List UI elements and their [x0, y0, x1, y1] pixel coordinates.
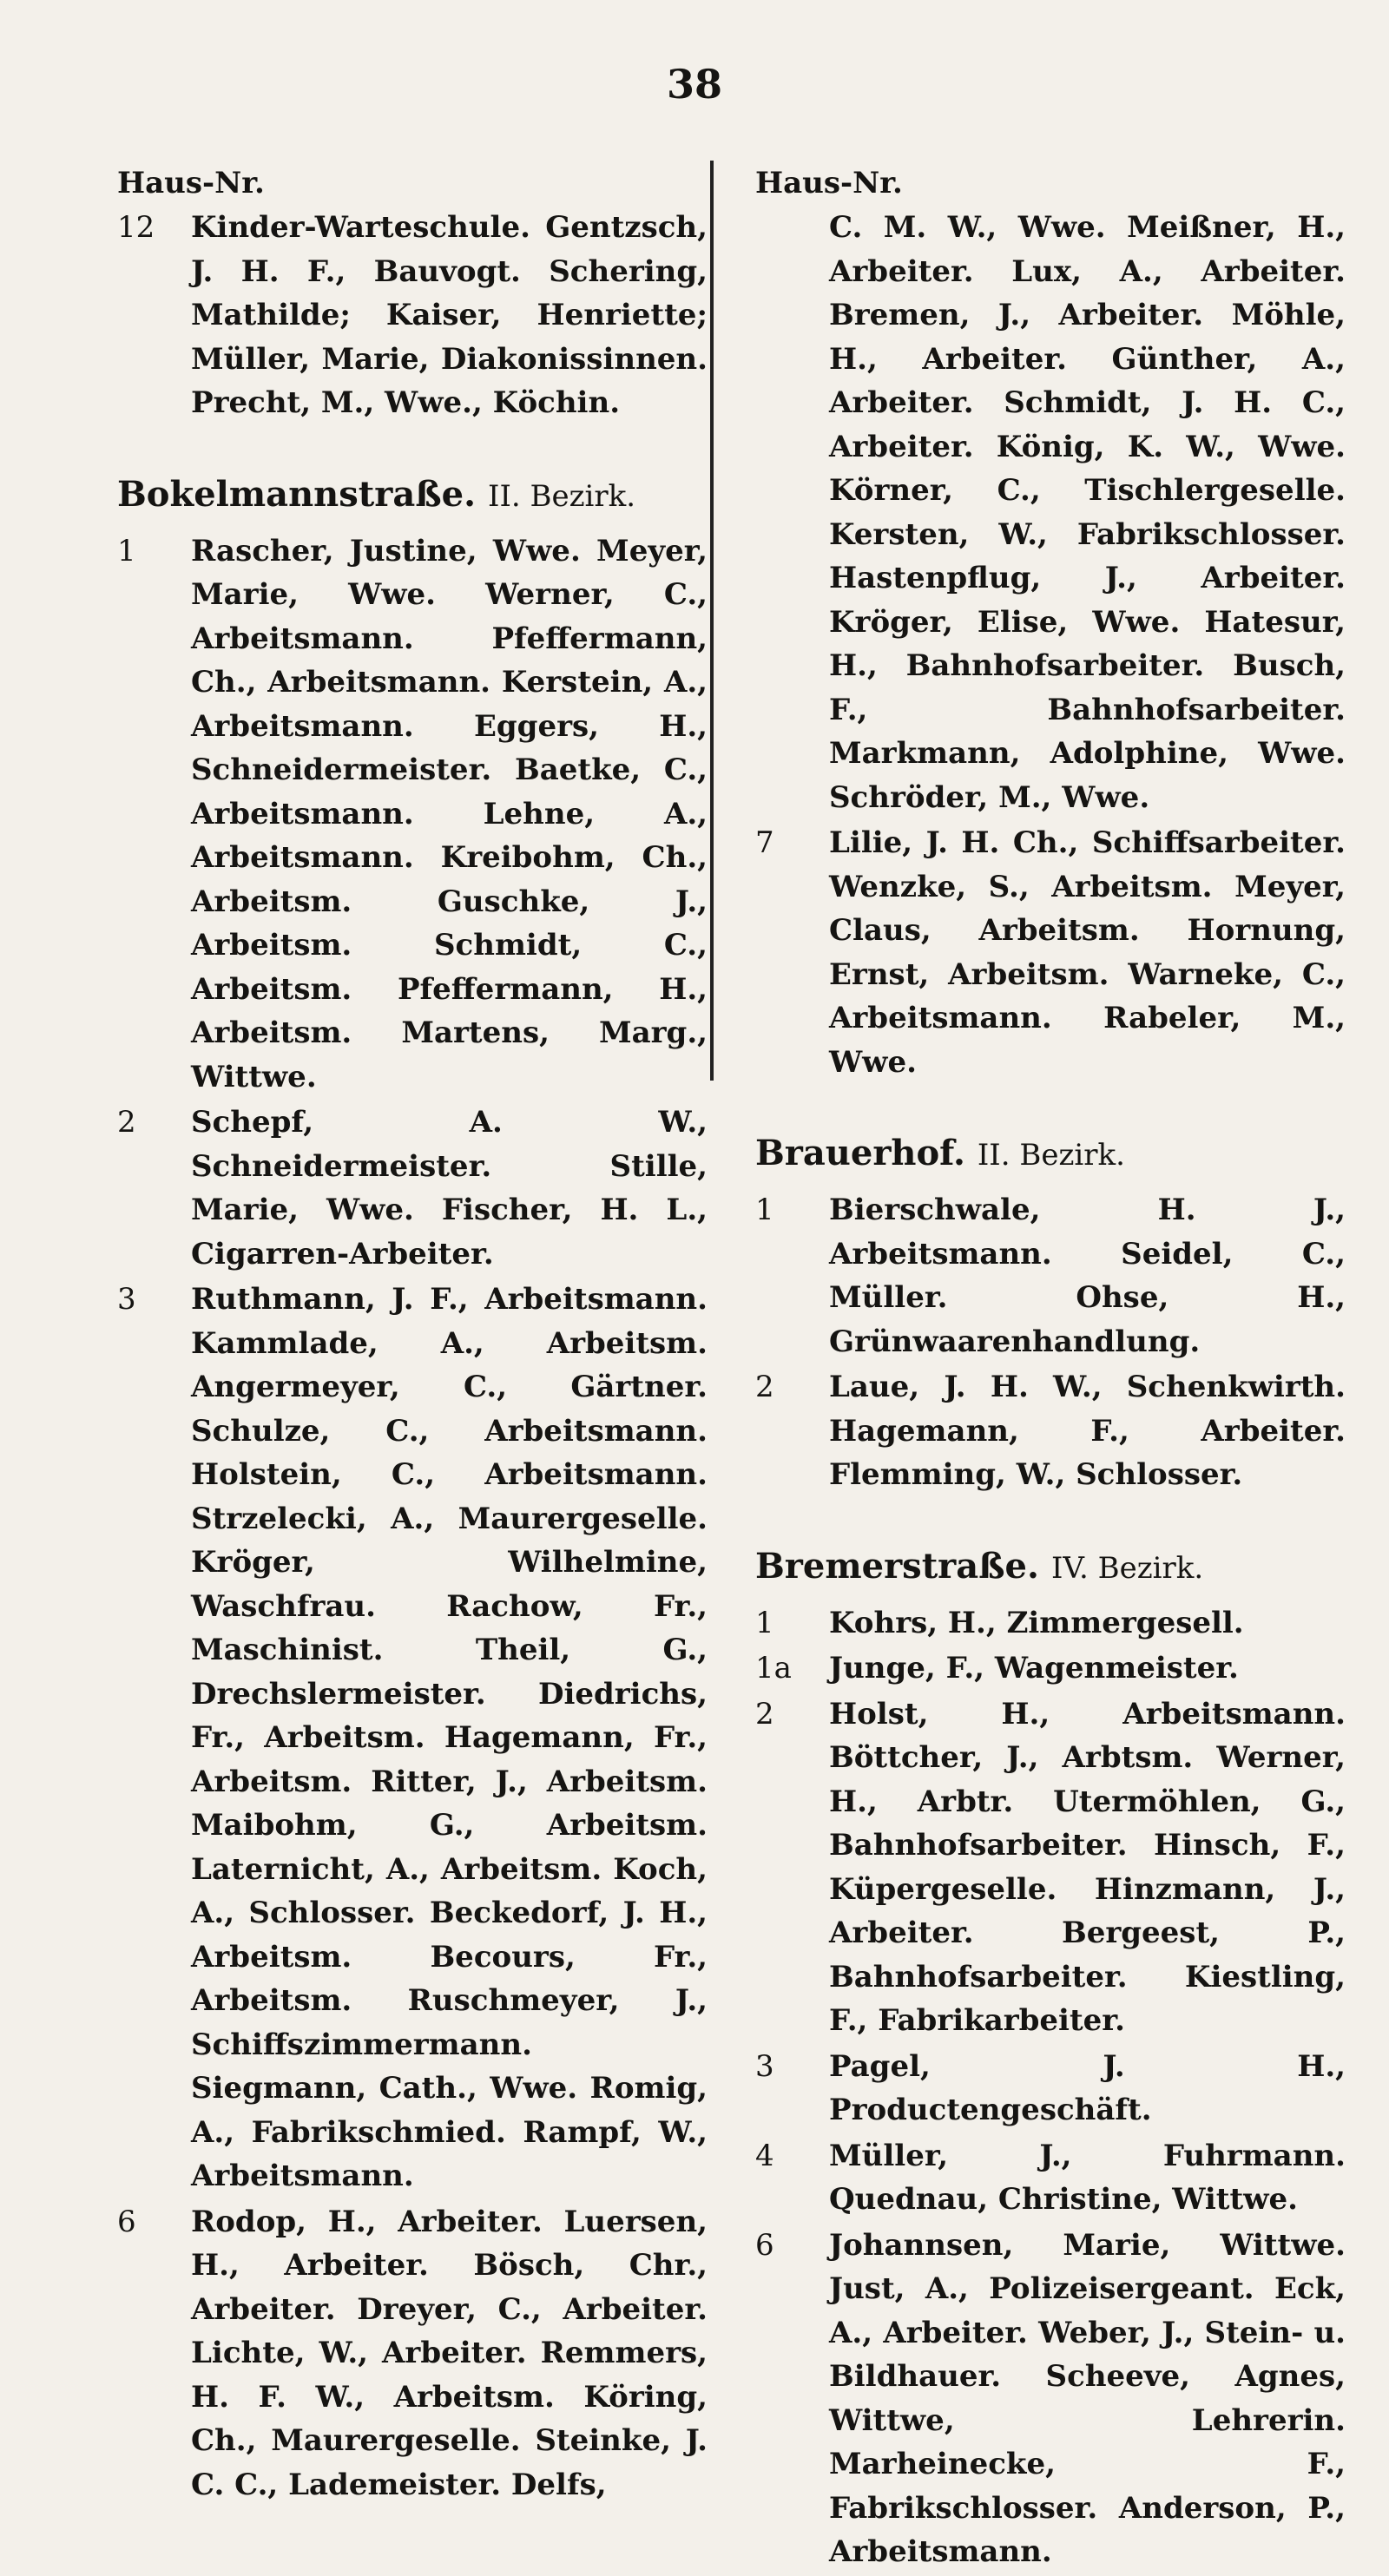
house-entry [755, 821, 1346, 1084]
house-number: 1a [755, 1651, 792, 1686]
left-column [117, 161, 708, 2508]
left-column-header: Haus-Nr. [117, 166, 265, 200]
resident-list: Bierschwale, H. J., Arbeitsmann. Seidel, C., Müller. Ohse, H., Grünwaarenhandlung. [829, 1193, 1346, 1359]
resident-list: Lilie, J. H. Ch., Schiffsarbeiter. Wenzke, S., Arbeitsm. Meyer, Claus, Arbeitsm. Hornung, Ernst, Arbeitsm. Warneke, C., Arbeitsmann. Rabeler, M., Wwe. [829, 825, 1346, 1080]
house-entry [117, 1101, 708, 1276]
resident-list: Schepf, A. W., Schneidermeister. Stille, Marie, Wwe. Fischer, H. L., Cigarren-Arbeiter. [191, 1105, 708, 1272]
street-heading [755, 1127, 1346, 1180]
house-entry [117, 2200, 708, 2507]
house-number: 1 [755, 1605, 774, 1640]
house-number: 6 [755, 2227, 774, 2263]
resident-list: C. M. W., Wwe. Meißner, H., Arbeiter. Lux, A., Arbeiter. Bremen, J., Arbeiter. Möhle, H., Arbeiter. Günther, A., Arbeiter. Schmidt, J. H. C., Arbeiter. König, K. W., Wwe. Körner, C., Tischlergeselle. Kersten, W., Fabrikschlosser. Hastenpflug, J., Arbeiter. Kröger, Elise, Wwe. Hatesur, H., Bahnhofsarbeiter. Busch, F., Bahnhofsarbeiter. Markmann, Adolphine, Wwe. Schröder, M., Wwe. [829, 210, 1346, 815]
house-number: 2 [755, 1696, 774, 1732]
column-divider [710, 161, 714, 1081]
street-name: Bokelmannstraße. [117, 473, 477, 515]
house-number [755, 206, 829, 819]
street-heading [117, 469, 708, 521]
resident-list: Rascher, Justine, Wwe. Meyer, Marie, Wwe. Werner, C., Arbeitsmann. Pfeffermann, Ch., Arbeitsmann. Kerstein, A., Arbeitsmann. Eggers, H., Schneidermeister. Baetke, C., Arbeitsmann. Lehne, A., Arbeitsmann. Kreibohm, Ch., Arbeitsm. Guschke, J., Arbeitsm. Schmidt, C., Arbeitsm. Pfeffermann, H., Arbeitsm. Martens, Marg., Wittwe. [191, 533, 708, 1094]
street-heading [755, 1541, 1346, 1593]
house-entry [755, 1601, 1346, 1646]
resident-list: Johannsen, Marie, Wittwe. Just, A., Polizeisergeant. Eck, A., Arbeiter. Weber, J., Stein- u. Bildhauer. Scheeve, Agnes, Wittwe, Lehrerin. Marheinecke, F., Fabrikschlosser. Anderson, P., Arbeitsmann. [829, 2227, 1346, 2569]
resident-list: Ruthmann, J. F., Arbeitsmann. Kammlade, A., Arbeitsm. Angermeyer, C., Gärtner. Schulze, C., Arbeitsmann. Holstein, C., Arbeitsmann. Strzelecki, A., Maurergeselle. Kröger, Wilhelmine, Waschfrau. Rachow, Fr., Maschinist. Theil, G., Drechslermeister. Diedrichs, Fr., Arbeitsm. Hagemann, Fr., Arbeitsm. Ritter, J., Arbeitsm. Maibohm, G., Arbeitsm. Laternicht, A., Arbeitsm. Koch, A., Schlosser. Beckedorf, J. H., Arbeitsm. Becours, Fr., Arbeitsm. Ruschmeyer, J., Schiffszimmermann. Siegmann, Cath., Wwe. Romig, A., Fabrikschmied. Rampf, W., Arbeitsmann. [191, 1282, 708, 2193]
resident-list: Rodop, H., Arbeiter. Luersen, H., Arbeiter. Bösch, Chr., Arbeiter. Dreyer, C., Arbeiter. Lichte, W., Arbeiter. Remmers, H. F. W., Arbeitsm. Köring, Ch., Maurergeselle. Steinke, J. C. C., Lademeister. Delfs, [191, 2204, 708, 2502]
resident-list: Laue, J. H. W., Schenkwirth. Hagemann, F., Arbeiter. Flemming, W., Schlosser. [829, 1370, 1346, 1492]
house-entry [117, 529, 708, 1100]
house-entry [117, 1278, 708, 2198]
resident-list: Kinder-Warteschule. Gentzsch, J. H. F., Bauvogt. Schering, Mathilde; Kaiser, Henriette; Müller, Marie, Diakonissinnen. Precht, M., Wwe., Köchin. [191, 210, 708, 420]
house-number: 12 [117, 210, 155, 245]
resident-list: Holst, H., Arbeitsmann. Böttcher, J., Arbtsm. Werner, H., Arbtr. Utermöhlen, G., Bahnhofsarbeiter. Hinsch, F., Küpergeselle. Hinzmann, J., Arbeiter. Bergeest, P., Bahnhofsarbeiter. Kiestling, F., Fabrikarbeiter. [829, 1696, 1346, 2038]
house-entry [755, 1646, 1346, 1691]
resident-list: Junge, F., Wagenmeister. [829, 1651, 1239, 1686]
house-number: 2 [755, 1370, 774, 1404]
house-entry [755, 2045, 1346, 2132]
house-number: 6 [117, 2204, 136, 2239]
page-number: 38 [666, 61, 722, 108]
right-column-header: Haus-Nr. [755, 166, 903, 200]
street-district: II. Bezirk. [488, 478, 636, 514]
house-number: 1 [117, 533, 136, 568]
street-district: IV. Bezirk. [1050, 1550, 1204, 1586]
right-column [755, 161, 1346, 2576]
house-entry [117, 206, 708, 425]
house-entry [755, 2224, 1346, 2574]
street-name: Bremerstraße. [755, 1545, 1039, 1587]
street-name: Brauerhof. [755, 1133, 965, 1173]
house-entry [755, 2134, 1346, 2222]
house-number: 7 [755, 825, 774, 860]
house-number: 4 [755, 2138, 774, 2173]
resident-list: Pagel, J. H., Productengeschäft. [829, 2048, 1346, 2127]
right-column-blocks [755, 206, 1346, 2574]
house-number: 3 [117, 1282, 136, 1317]
house-entry [755, 1188, 1346, 1364]
resident-list: Kohrs, H., Zimmergesell. [829, 1605, 1244, 1640]
house-number: 3 [755, 2048, 774, 2084]
left-column-blocks [117, 206, 708, 2507]
house-number: 2 [117, 1105, 136, 1140]
house-entry [755, 1365, 1346, 1497]
resident-list: Müller, J., Fuhrmann. Quednau, Christine, Wittwe. [829, 2138, 1346, 2217]
house-entry [755, 206, 1346, 819]
street-district: II. Bezirk. [977, 1138, 1125, 1173]
house-number: 1 [755, 1193, 774, 1227]
house-entry [755, 1692, 1346, 2043]
